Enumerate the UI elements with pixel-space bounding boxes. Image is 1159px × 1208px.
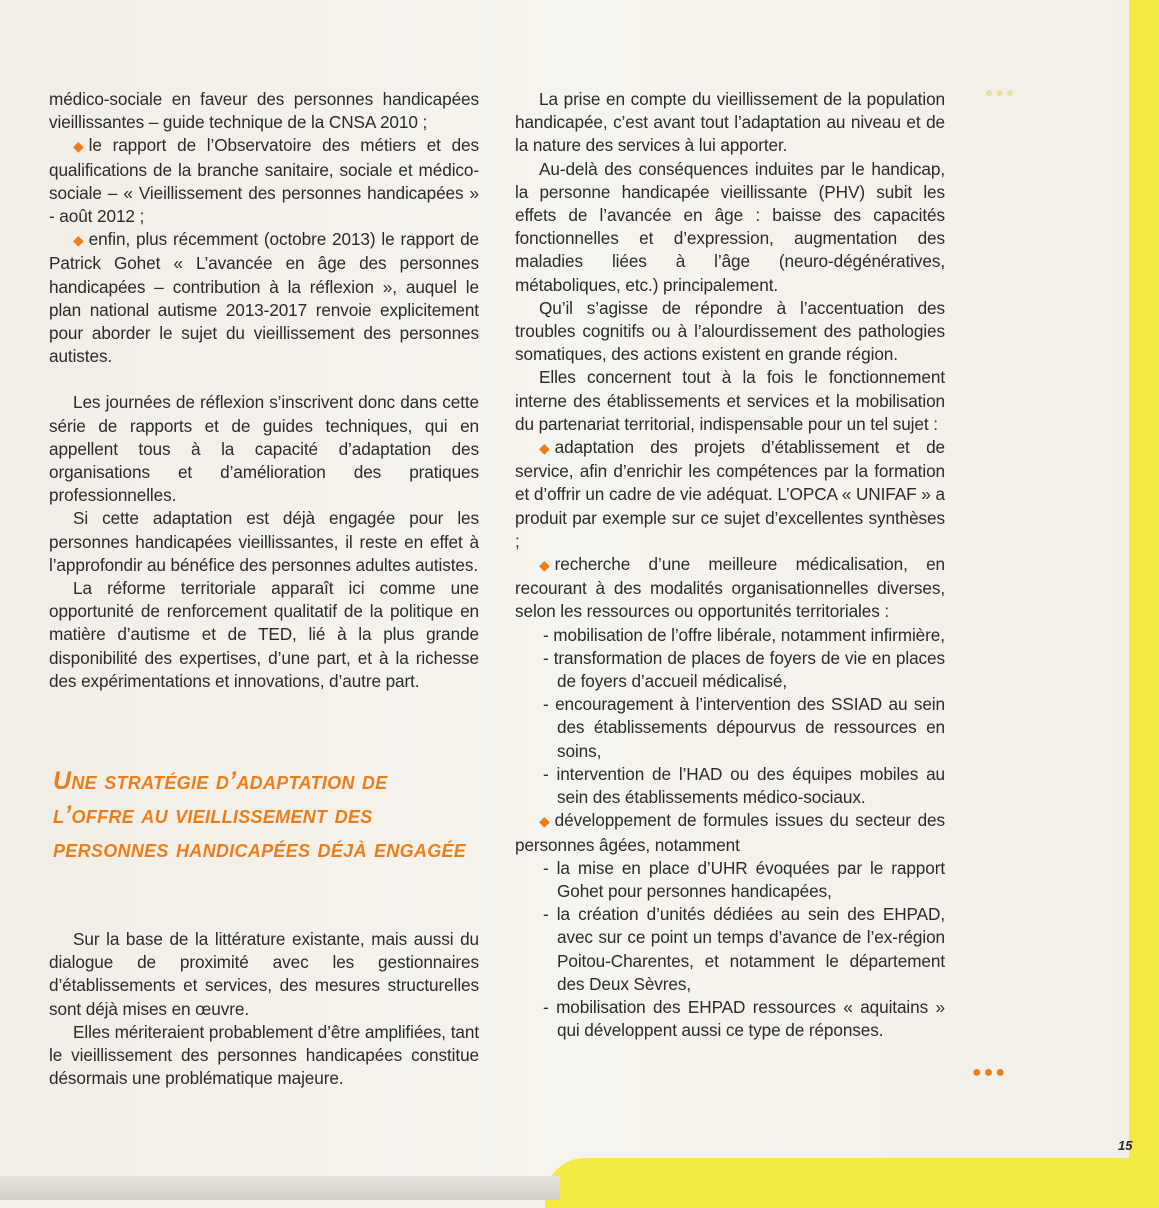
right-dash-item-7: - mobilisation des EHPAD ressources « aquitains » qui développent aussi ce type de réponses. — [543, 996, 945, 1041]
left-paragraph-1: médico-sociale en faveur des personnes handicapées vieillissantes – guide technique de la CNSA 2010 ; — [49, 89, 479, 133]
right-dash-item-3: - encouragement à l’intervention des SSIAD au sein des établissements dépourvus de ressources en soins, — [543, 694, 945, 761]
right-bullet-2: ◆ recherche d’une meilleure médicalisation, en recourant à des modalités organisationnelles diverses, selon les ressources ou opportunités territoriales : — [515, 554, 945, 622]
yellow-edge-band — [1129, 0, 1159, 1200]
left-paragraph-6: Elles mériteraient probablement d’être amplifiées, tant le vieillissement des personnes handicapées constitue désormais une problématique majeure. — [49, 1021, 479, 1089]
right-bullet-1: ◆ adaptation des projets d’établissement et de service, afin d’enrichir les compétences par la formation et d’offrir un cadre de vie adéquat. L’OPCA « UNIFAF » a produit par exemple sur ce sujet d’excellentes synthèses ; — [515, 437, 945, 551]
yellow-bottom-band — [545, 1158, 1159, 1208]
left-paragraph-5: Sur la base de la littérature existante, mais aussi du dialogue de proximité avec les gestionnaires d’établissements et services, des mesures structurelles sont déjà mises en œuvre. — [49, 929, 479, 1019]
left-column-lower — [49, 928, 479, 1090]
section-heading: Une stratégie d’adaptation de l’offre au vieillissement des personnes handicapées déjà engagée — [53, 767, 467, 863]
right-paragraph-2: Au-delà des conséquences induites par le handicap, la personne handicapée vieillissante (PHV) subit les effets de l’avancée en âge : baisse des capacités fonctionnelles et d’expression, augmentation des maladies liées à l’âge (neuro-dégénératives, métaboliques, etc.) principalement. — [515, 158, 945, 295]
right-dash-item-4: - intervention de l’HAD ou des équipes mobiles au sein des établissements médico-sociaux. — [543, 763, 945, 808]
page-number: 15 — [1118, 1138, 1133, 1153]
right-dash-item-6: - la création d’unités dédiées au sein des EHPAD, avec sur ce point un temps d’avance de l’ex-région Poitou-Charentes, et notamment le département des Deux Sèvres, — [543, 904, 945, 994]
left-bullet-1: ◆ le rapport de l’Observatoire des métiers et des qualifications de la branche sanitaire, sociale et médico-sociale – « Vieillissement des personnes handicapées » - août 2012 ; — [49, 135, 479, 227]
right-dash-item-5: - la mise en place d’UHR évoquées par le rapport Gohet pour personnes handicapées, — [543, 857, 945, 901]
left-paragraph-2: Les journées de réflexion s’inscrivent donc dans cette série de rapports et de guides techniques, qui en appellent tous à la capacité d’adaptation des organisations et d’amélioration des pratiques professionnelles. — [49, 392, 479, 506]
diamond-bullet-icon: ◆ — [539, 557, 550, 574]
right-paragraph-1: La prise en compte du vieillissement de la population handicapée, c’est avant tout l’adaptation au niveau et de la nature des services à lui apporter. — [515, 89, 945, 156]
continuation-dots-icon: ●●● — [972, 1064, 1007, 1081]
bottom-shadow — [0, 1176, 560, 1200]
right-paragraph-3: Qu’il s’agisse de répondre à l’accentuation des troubles cognitifs ou à l’alourdissement des pathologies somatiques, des actions existent en grande région. — [515, 297, 945, 365]
left-paragraph-4: La réforme territoriale apparaît ici comme une opportunité de renforcement qualitatif de la politique en matière d’autisme et de TED, lié à la plus grande disponibilité des expertises, d’une part, et à la richesse des expérimentations et innovations, d’autre part. — [49, 578, 479, 691]
left-paragraph-3: Si cette adaptation est déjà engagée pour les personnes handicapées vieillissantes, il reste en effet à l’approfondir au bénéfice des personnes adultes autistes. — [49, 508, 479, 575]
left-bullet-2: ◆ enfin, plus récemment (octobre 2013) le rapport de Patrick Gohet « L’avancée en âge des personnes handicapées – contribution à la réflexion », auquel le plan national autisme 2013-2017 renvoie explicitement pour aborder le sujet du vieillissement des personnes autistes. — [49, 229, 479, 367]
right-dash-item-2: - transformation de places de foyers de vie en places de foyers d’accueil médicalisé, — [543, 647, 945, 692]
right-dash-item-1: - mobilisation de l’offre libérale, notamment infirmière, — [543, 624, 945, 645]
diamond-bullet-icon: ◆ — [539, 440, 550, 457]
faint-dots-icon: ●●● — [985, 84, 1017, 100]
left-column — [49, 88, 479, 693]
diamond-bullet-icon: ◆ — [73, 232, 84, 249]
diamond-bullet-icon: ◆ — [73, 138, 84, 155]
diamond-bullet-icon: ◆ — [539, 813, 550, 830]
right-paragraph-4: Elles concernent tout à la fois le fonctionnement interne des établissements et services et la mobilisation du partenariat territorial, indispensable pour un tel sujet : — [515, 367, 945, 434]
right-bullet-3: ◆ développement de formules issues du secteur des personnes âgées, notamment — [515, 810, 945, 855]
right-column — [515, 88, 945, 1042]
